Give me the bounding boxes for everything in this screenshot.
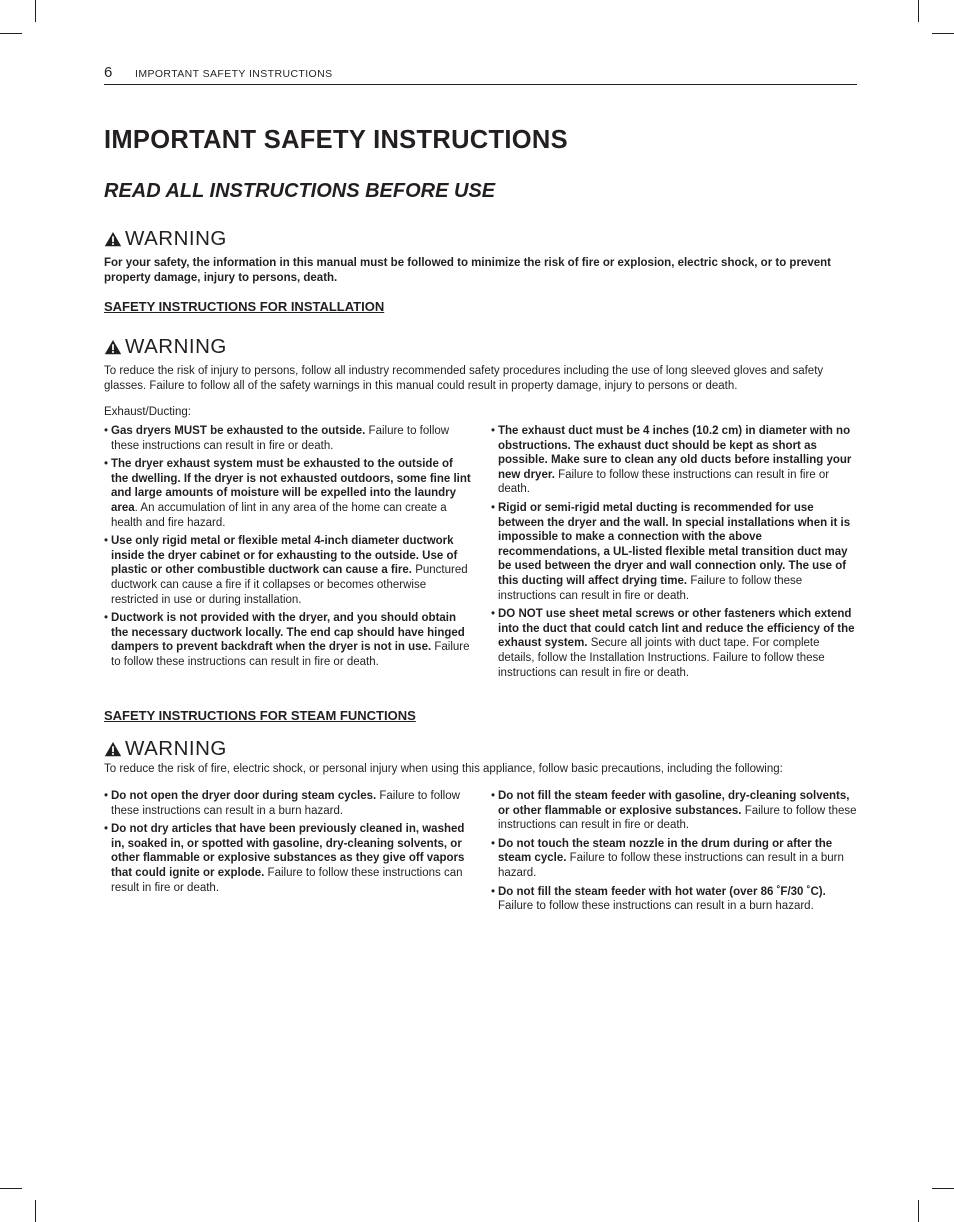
crop-mark [918, 1200, 919, 1222]
warning-triangle-icon [104, 741, 122, 757]
warning-label: WARNING [125, 737, 227, 760]
crop-mark [35, 1200, 36, 1222]
crop-mark [932, 33, 954, 34]
list-item: • Do not open the dryer door during steam cycles. Failure to follow these instructions can result in a burn hazard. [104, 789, 471, 818]
page-subtitle: READ ALL INSTRUCTIONS BEFORE USE [104, 180, 496, 202]
crop-mark [932, 1188, 954, 1189]
list-item: • Do not fill the steam feeder with hot water (over 86 ˚F/30 ˚C). Failure to follow these instructions can result in a burn hazard. [491, 885, 859, 914]
steam-warning-text: To reduce the risk of fire, electric shock, or personal injury when using this appliance, follow basic precautions, including the following: [104, 763, 783, 775]
warning-heading [104, 335, 227, 359]
installation-list-right [491, 424, 859, 684]
installation-warning-text: To reduce the risk of injury to persons, follow all industry recommended safety procedures including the use of long sleeved gloves and safety glasses. Failure to follow all of the safety warnings in this manual could result in property damage, injury to persons or death. [104, 365, 824, 392]
warning-triangle-icon [104, 339, 122, 355]
warning-heading [104, 737, 227, 761]
warning-label: WARNING [125, 227, 227, 250]
running-header-title: IMPORTANT SAFETY INSTRUCTIONS [135, 68, 333, 80]
warning-triangle-icon [104, 231, 122, 247]
crop-mark [35, 0, 36, 22]
running-header [104, 64, 857, 85]
steam-list-left [104, 789, 471, 899]
crop-mark [918, 0, 919, 22]
list-item: • The exhaust duct must be 4 inches (10.2 cm) in diameter with no obstructions. The exhaust duct should be kept as short as possible. Make sure to clean any old ducts before installing your new dryer. Failure to follow these instructions can result in fire or death. [491, 424, 859, 497]
list-item: • Rigid or semi-rigid metal ducting is recommended for use between the dryer and the wall. In special installations when it is impossible to make a connection with the above recommendations, a UL-listed flexible metal transition duct may be used between the dryer and wall connection only. The use of this ducting will affect drying time. Failure to follow these instructions can result in fire or death. [491, 501, 859, 603]
list-item: • Do not dry articles that have been previously cleaned in, washed in, soaked in, or spotted with gasoline, dry-cleaning solvents, or other flammable or explosive substances as they give off vapors that could ignite or explode. Failure to follow these instructions can result in fire or death. [104, 822, 471, 895]
installation-heading: SAFETY INSTRUCTIONS FOR INSTALLATION [104, 299, 385, 314]
exhaust-ducting-label: Exhaust/Ducting: [104, 406, 191, 418]
crop-mark [0, 33, 22, 34]
intro-warning-text: For your safety, the information in this manual must be followed to minimize the risk of fire or explosion, electric shock, or to prevent property damage, injury to persons, death. [104, 257, 831, 284]
page-title: IMPORTANT SAFETY INSTRUCTIONS [104, 126, 568, 154]
list-item: • Ductwork is not provided with the dryer, and you should obtain the necessary ductwork locally. The end cap should have hinged dampers to prevent backdraft when the dryer is not in use. Failure to follow these instructions can result in fire or death. [104, 611, 471, 669]
list-item: • Do not fill the steam feeder with gasoline, dry-cleaning solvents, or other flammable or explosive substances. Failure to follow these instructions can result in fire or death. [491, 789, 859, 833]
steam-heading: SAFETY INSTRUCTIONS FOR STEAM FUNCTIONS [104, 708, 416, 723]
installation-list-left [104, 424, 471, 674]
page-number: 6 [104, 64, 113, 81]
crop-mark [0, 1188, 22, 1189]
list-item: • DO NOT use sheet metal screws or other fasteners which extend into the duct that could catch lint and reduce the efficiency of the exhaust system. Secure all joints with duct tape. For complete details, follow the Installation Instructions. Failure to follow these instructions can result in fire or death. [491, 607, 859, 680]
list-item: • Do not touch the steam nozzle in the drum during or after the steam cycle. Failure to follow these instructions can result in a burn hazard. [491, 837, 859, 881]
warning-heading [104, 227, 227, 251]
list-item: • Gas dryers MUST be exhausted to the outside. Failure to follow these instructions can result in fire or death. [104, 424, 471, 453]
steam-list-right [491, 789, 859, 918]
list-item: • The dryer exhaust system must be exhausted to the outside of the dwelling. If the dryer is not exhausted outdoors, some fine lint and large amounts of moisture will be expelled into the laundry area. An accumulation of lint in any area of the home can create a health and fire hazard. [104, 457, 471, 530]
list-item: • Use only rigid metal or flexible metal 4-inch diameter ductwork inside the dryer cabinet or for exhausting to the outside. Use of plastic or other combustible ductwork can cause a fire. Punctured ductwork can cause a fire if it collapses or becomes otherwise restricted in use or during installation. [104, 534, 471, 607]
warning-label: WARNING [125, 335, 227, 358]
